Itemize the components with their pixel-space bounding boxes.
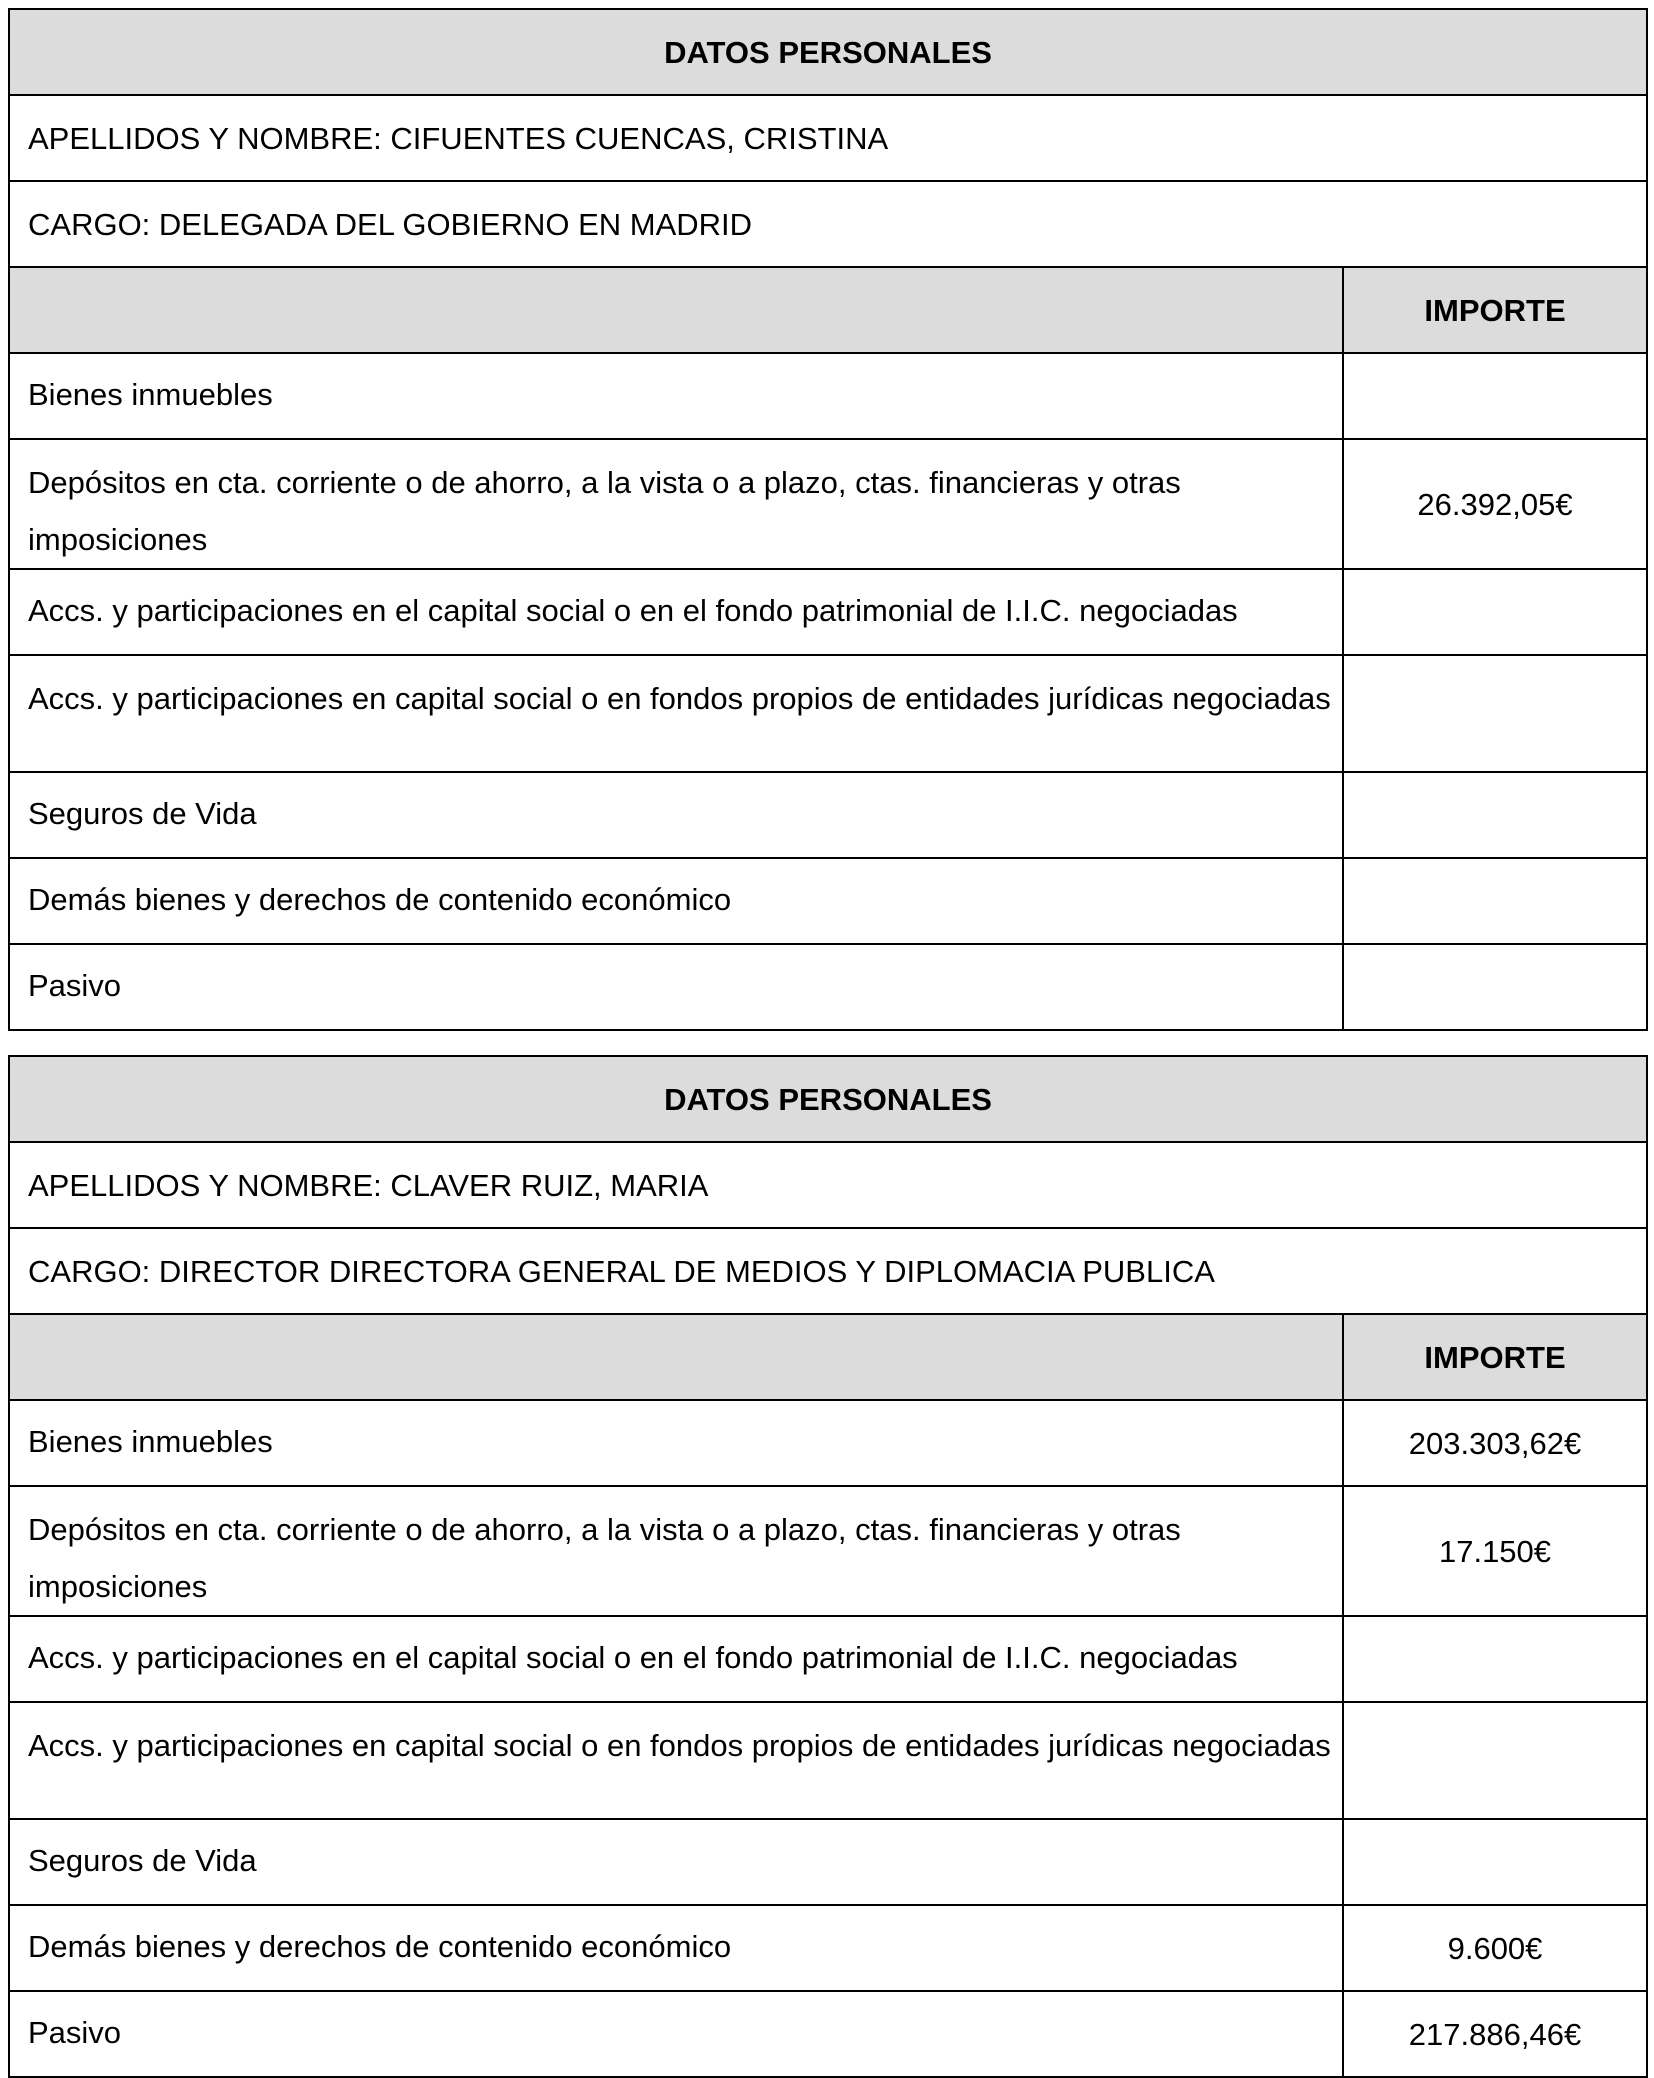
asset-amount: [1343, 944, 1647, 1030]
section-header-row: [9, 1056, 1647, 1142]
asset-label: Seguros de Vida: [9, 1819, 1343, 1905]
asset-amount: 217.886,46€: [1343, 1991, 1647, 2077]
amount-header-row: [9, 267, 1647, 353]
name-line: APELLIDOS Y NOMBRE: CIFUENTES CUENCAS, CRISTINA: [9, 95, 1647, 181]
asset-row: [9, 1702, 1647, 1819]
asset-label: Demás bienes y derechos de contenido económico: [9, 858, 1343, 944]
section-title: DATOS PERSONALES: [9, 1056, 1647, 1142]
amount-header: IMPORTE: [1343, 267, 1647, 353]
asset-label: Bienes inmuebles: [9, 353, 1343, 439]
blank-header-cell: [9, 267, 1343, 353]
asset-amount: 26.392,05€: [1343, 439, 1647, 569]
name-row: [9, 95, 1647, 181]
asset-amount: 9.600€: [1343, 1905, 1647, 1991]
asset-row: [9, 655, 1647, 772]
section-header-row: [9, 9, 1647, 95]
position-row: [9, 181, 1647, 267]
asset-label: Pasivo: [9, 1991, 1343, 2077]
asset-amount: [1343, 655, 1647, 772]
position-line: CARGO: DELEGADA DEL GOBIERNO EN MADRID: [9, 181, 1647, 267]
asset-label: Accs. y participaciones en el capital social o en el fondo patrimonial de I.I.C. negociadas: [9, 1616, 1343, 1702]
asset-amount: 17.150€: [1343, 1486, 1647, 1616]
asset-row: [9, 353, 1647, 439]
asset-row: [9, 569, 1647, 655]
asset-amount: [1343, 353, 1647, 439]
asset-label: Demás bienes y derechos de contenido económico: [9, 1905, 1343, 1991]
blank-header-cell: [9, 1314, 1343, 1400]
asset-row: [9, 772, 1647, 858]
asset-label: Seguros de Vida: [9, 772, 1343, 858]
asset-label: Depósitos en cta. corriente o de ahorro, a la vista o a plazo, ctas. financieras y otras imposiciones: [9, 439, 1343, 569]
asset-amount: [1343, 569, 1647, 655]
asset-amount: [1343, 1819, 1647, 1905]
position-line: CARGO: DIRECTOR DIRECTORA GENERAL DE MEDIOS Y DIPLOMACIA PUBLICA: [9, 1228, 1647, 1314]
asset-label: Depósitos en cta. corriente o de ahorro, a la vista o a plazo, ctas. financieras y otras imposiciones: [9, 1486, 1343, 1616]
asset-row: [9, 1991, 1647, 2077]
position-row: [9, 1228, 1647, 1314]
asset-amount: 203.303,62€: [1343, 1400, 1647, 1486]
asset-row: [9, 1616, 1647, 1702]
asset-row: [9, 1819, 1647, 1905]
asset-row: [9, 944, 1647, 1030]
declaration-table-cifuentes: [8, 8, 1648, 1031]
section-title: DATOS PERSONALES: [9, 9, 1647, 95]
name-line: APELLIDOS Y NOMBRE: CLAVER RUIZ, MARIA: [9, 1142, 1647, 1228]
asset-label: Bienes inmuebles: [9, 1400, 1343, 1486]
asset-row: [9, 1905, 1647, 1991]
asset-amount: [1343, 1702, 1647, 1819]
asset-amount: [1343, 858, 1647, 944]
asset-label: Accs. y participaciones en capital social o en fondos propios de entidades jurídicas negociadas: [9, 1702, 1343, 1819]
asset-row: [9, 858, 1647, 944]
asset-label: Accs. y participaciones en el capital social o en el fondo patrimonial de I.I.C. negociadas: [9, 569, 1343, 655]
asset-row: [9, 439, 1647, 569]
asset-amount: [1343, 1616, 1647, 1702]
name-row: [9, 1142, 1647, 1228]
declaration-table-claver: [8, 1055, 1648, 2078]
asset-amount: [1343, 772, 1647, 858]
asset-label: Accs. y participaciones en capital social o en fondos propios de entidades jurídicas negociadas: [9, 655, 1343, 772]
asset-row: [9, 1400, 1647, 1486]
asset-row: [9, 1486, 1647, 1616]
asset-label: Pasivo: [9, 944, 1343, 1030]
amount-header: IMPORTE: [1343, 1314, 1647, 1400]
amount-header-row: [9, 1314, 1647, 1400]
